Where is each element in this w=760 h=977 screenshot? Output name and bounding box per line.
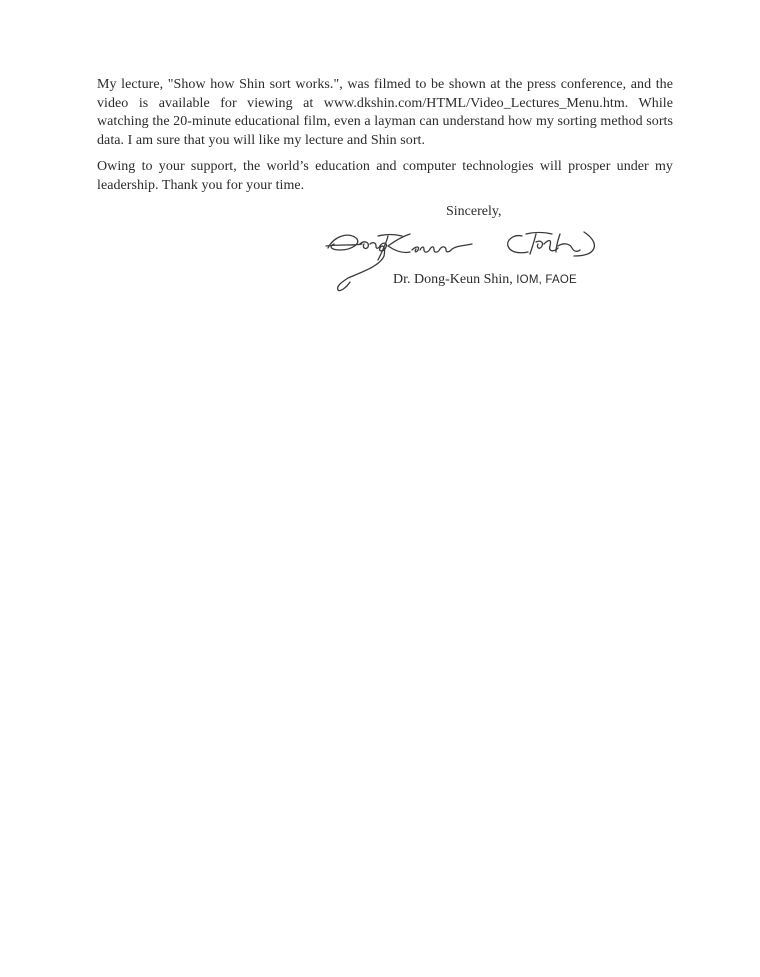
signer-credentials: IOM, FAOE — [516, 274, 577, 286]
lecture-paragraph: My lecture, "Show how Shin sort works.", was filmed to be shown at the press conference, and the video is available for viewing at www.dkshin.com/HTML/Video_Lectures_Menu.htm. While watching the 20-minute educational film, even a layman can understand how my sorting method sorts data. I am sure that you will like my lecture and Shin sort. — [97, 77, 673, 148]
closing-paragraph: Owing to your support, the world’s education and computer technologies will prosper under my leadership. Thank you for your time. — [97, 159, 673, 193]
complimentary-closing: Sincerely, — [446, 204, 502, 219]
signer-name: Dr. Dong-Keun Shin, — [393, 272, 513, 287]
signer-block — [393, 272, 577, 288]
